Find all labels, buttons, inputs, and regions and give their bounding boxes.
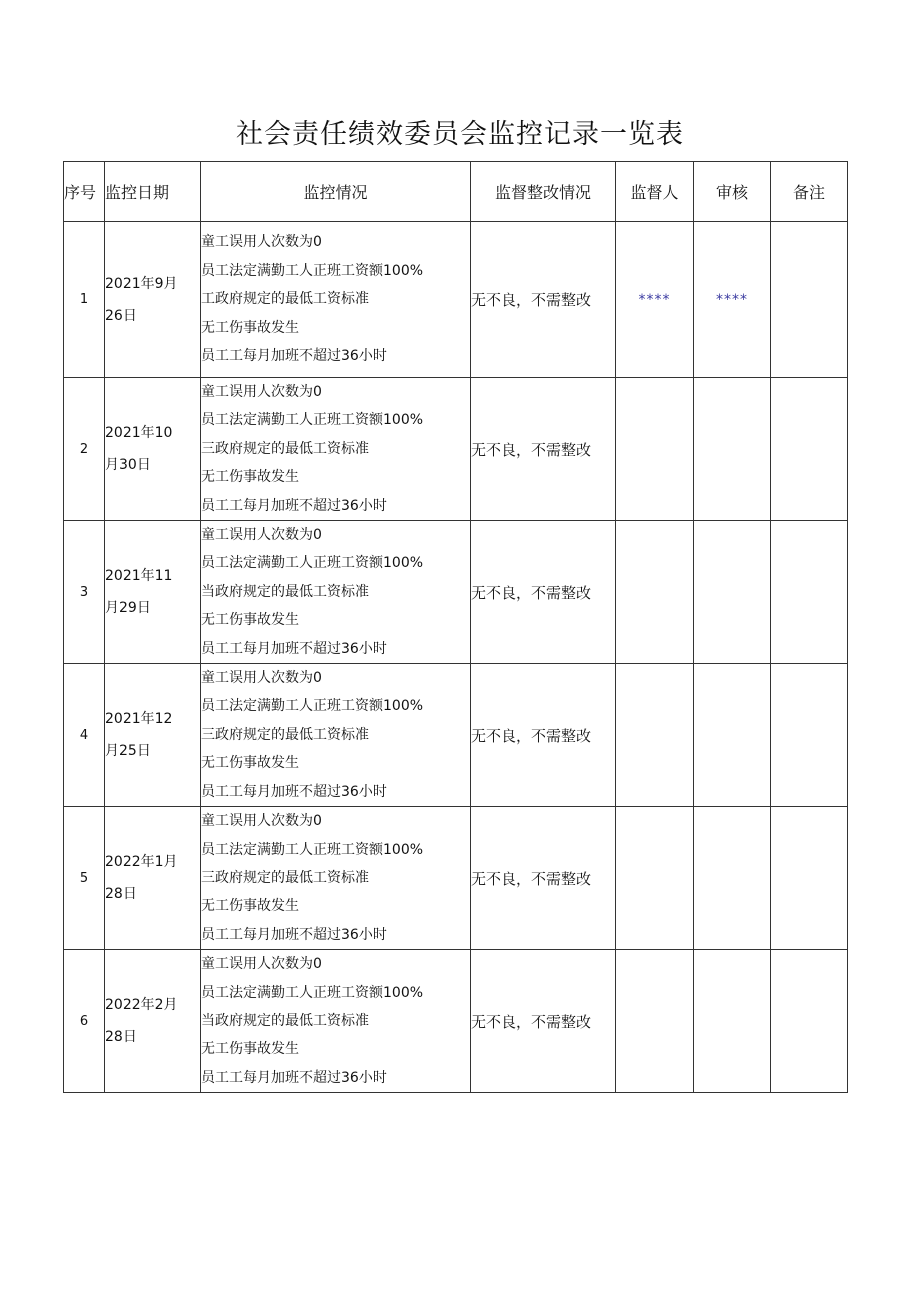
row-date-line: 月30日 bbox=[105, 457, 151, 474]
situation-line: 员工法定满勤工人正班工资额100% bbox=[201, 262, 424, 279]
row-supervisor bbox=[616, 521, 694, 664]
header-rectification: 监督整改情况 bbox=[471, 162, 616, 222]
row-date bbox=[105, 222, 201, 378]
row-note bbox=[771, 521, 848, 664]
row-date-line: 2021年11 bbox=[105, 568, 173, 585]
row-date-line: 月29日 bbox=[105, 600, 151, 617]
row-note bbox=[771, 950, 848, 1093]
situation-line: 员工工每月加班不超过36小时 bbox=[201, 497, 387, 514]
row-situation bbox=[201, 950, 471, 1093]
row-date-line: 2021年9月 bbox=[105, 275, 178, 292]
situation-line: 员工法定满勤工人正班工资额100% bbox=[201, 555, 424, 572]
row-situation bbox=[201, 664, 471, 807]
table-row bbox=[64, 950, 848, 1093]
situation-line: 员工工每月加班不超过36小时 bbox=[201, 926, 387, 943]
situation-line: 三政府规定的最低工资标准 bbox=[201, 440, 369, 457]
situation-line: 无工伤事故发生 bbox=[201, 469, 299, 486]
table-row bbox=[64, 664, 848, 807]
situation-line: 童工误用人次数为0 bbox=[201, 813, 322, 830]
row-date bbox=[105, 378, 201, 521]
row-seq: 6 bbox=[64, 950, 105, 1093]
row-review bbox=[694, 521, 771, 664]
row-rectification: 无不良，不需整改 bbox=[471, 521, 616, 664]
situation-line: 员工法定满勤工人正班工资额100% bbox=[201, 841, 424, 858]
row-review bbox=[694, 664, 771, 807]
header-review: 审核 bbox=[694, 162, 771, 222]
row-date-line: 2022年1月 bbox=[105, 854, 178, 871]
table-row bbox=[64, 807, 848, 950]
row-supervisor bbox=[616, 378, 694, 521]
situation-line: 三政府规定的最低工资标准 bbox=[201, 726, 369, 743]
row-rectification: 无不良，不需整改 bbox=[471, 807, 616, 950]
row-date-line: 2022年2月 bbox=[105, 997, 178, 1014]
table-row bbox=[64, 378, 848, 521]
row-note bbox=[771, 807, 848, 950]
monitoring-record-table bbox=[63, 161, 848, 1093]
header-date: 监控日期 bbox=[105, 162, 201, 222]
situation-line: 员工工每月加班不超过36小时 bbox=[201, 640, 387, 657]
row-review bbox=[694, 950, 771, 1093]
row-supervisor bbox=[616, 664, 694, 807]
situation-line: 童工误用人次数为0 bbox=[201, 527, 322, 544]
row-supervisor: **** bbox=[616, 222, 694, 378]
row-situation bbox=[201, 807, 471, 950]
situation-line: 三政府规定的最低工资标准 bbox=[201, 869, 369, 886]
row-note bbox=[771, 378, 848, 521]
row-supervisor bbox=[616, 807, 694, 950]
row-seq: 5 bbox=[64, 807, 105, 950]
row-note bbox=[771, 664, 848, 807]
row-seq: 4 bbox=[64, 664, 105, 807]
row-rectification: 无不良，不需整改 bbox=[471, 378, 616, 521]
row-date-line: 2021年10 bbox=[105, 425, 173, 442]
row-supervisor bbox=[616, 950, 694, 1093]
row-rectification: 无不良，不需整改 bbox=[471, 950, 616, 1093]
situation-line: 工政府规定的最低工资标准 bbox=[201, 291, 369, 308]
header-situation: 监控情况 bbox=[201, 162, 471, 222]
situation-line: 员工法定满勤工人正班工资额100% bbox=[201, 984, 424, 1001]
situation-line: 童工误用人次数为0 bbox=[201, 956, 322, 973]
row-seq: 1 bbox=[64, 222, 105, 378]
row-date-line: 26日 bbox=[105, 307, 137, 324]
row-rectification: 无不良，不需整改 bbox=[471, 664, 616, 807]
table-row bbox=[64, 222, 848, 378]
header-note: 备注 bbox=[771, 162, 848, 222]
page-title: 社会责任绩效委员会监控记录一览表 bbox=[236, 119, 684, 150]
situation-line: 当政府规定的最低工资标准 bbox=[201, 1012, 369, 1029]
situation-line: 童工误用人次数为0 bbox=[201, 384, 322, 400]
header-seq: 序号 bbox=[64, 162, 105, 222]
header-row bbox=[64, 162, 848, 222]
row-seq: 3 bbox=[64, 521, 105, 664]
situation-line: 员工工每月加班不超过36小时 bbox=[201, 783, 387, 800]
row-date-line: 月25日 bbox=[105, 743, 151, 760]
situation-line: 员工法定满勤工人正班工资额100% bbox=[201, 412, 424, 429]
row-situation bbox=[201, 222, 471, 378]
row-seq: 2 bbox=[64, 378, 105, 521]
row-date bbox=[105, 521, 201, 664]
row-date bbox=[105, 664, 201, 807]
situation-line: 员工法定满勤工人正班工资额100% bbox=[201, 698, 424, 715]
situation-line: 员工工每月加班不超过36小时 bbox=[201, 348, 387, 365]
row-review bbox=[694, 807, 771, 950]
situation-line: 无工伤事故发生 bbox=[201, 612, 299, 629]
situation-line: 员工工每月加班不超过36小时 bbox=[201, 1069, 387, 1086]
row-rectification: 无不良，不需整改 bbox=[471, 222, 616, 378]
row-review: **** bbox=[694, 222, 771, 378]
table-row bbox=[64, 521, 848, 664]
situation-line: 无工伤事故发生 bbox=[201, 898, 299, 915]
header-supervisor: 监督人 bbox=[616, 162, 694, 222]
situation-line: 无工伤事故发生 bbox=[201, 1041, 299, 1058]
situation-line: 无工伤事故发生 bbox=[201, 755, 299, 772]
row-review bbox=[694, 378, 771, 521]
situation-line: 童工误用人次数为0 bbox=[201, 234, 322, 251]
row-note bbox=[771, 222, 848, 378]
row-date bbox=[105, 807, 201, 950]
situation-line: 无工伤事故发生 bbox=[201, 319, 299, 336]
situation-line: 童工误用人次数为0 bbox=[201, 670, 322, 687]
row-date-line: 28日 bbox=[105, 1029, 137, 1046]
situation-line: 当政府规定的最低工资标准 bbox=[201, 583, 369, 600]
row-situation bbox=[201, 378, 471, 521]
row-situation bbox=[201, 521, 471, 664]
row-date bbox=[105, 950, 201, 1093]
row-date-line: 2021年12 bbox=[105, 711, 173, 728]
row-date-line: 28日 bbox=[105, 886, 137, 903]
